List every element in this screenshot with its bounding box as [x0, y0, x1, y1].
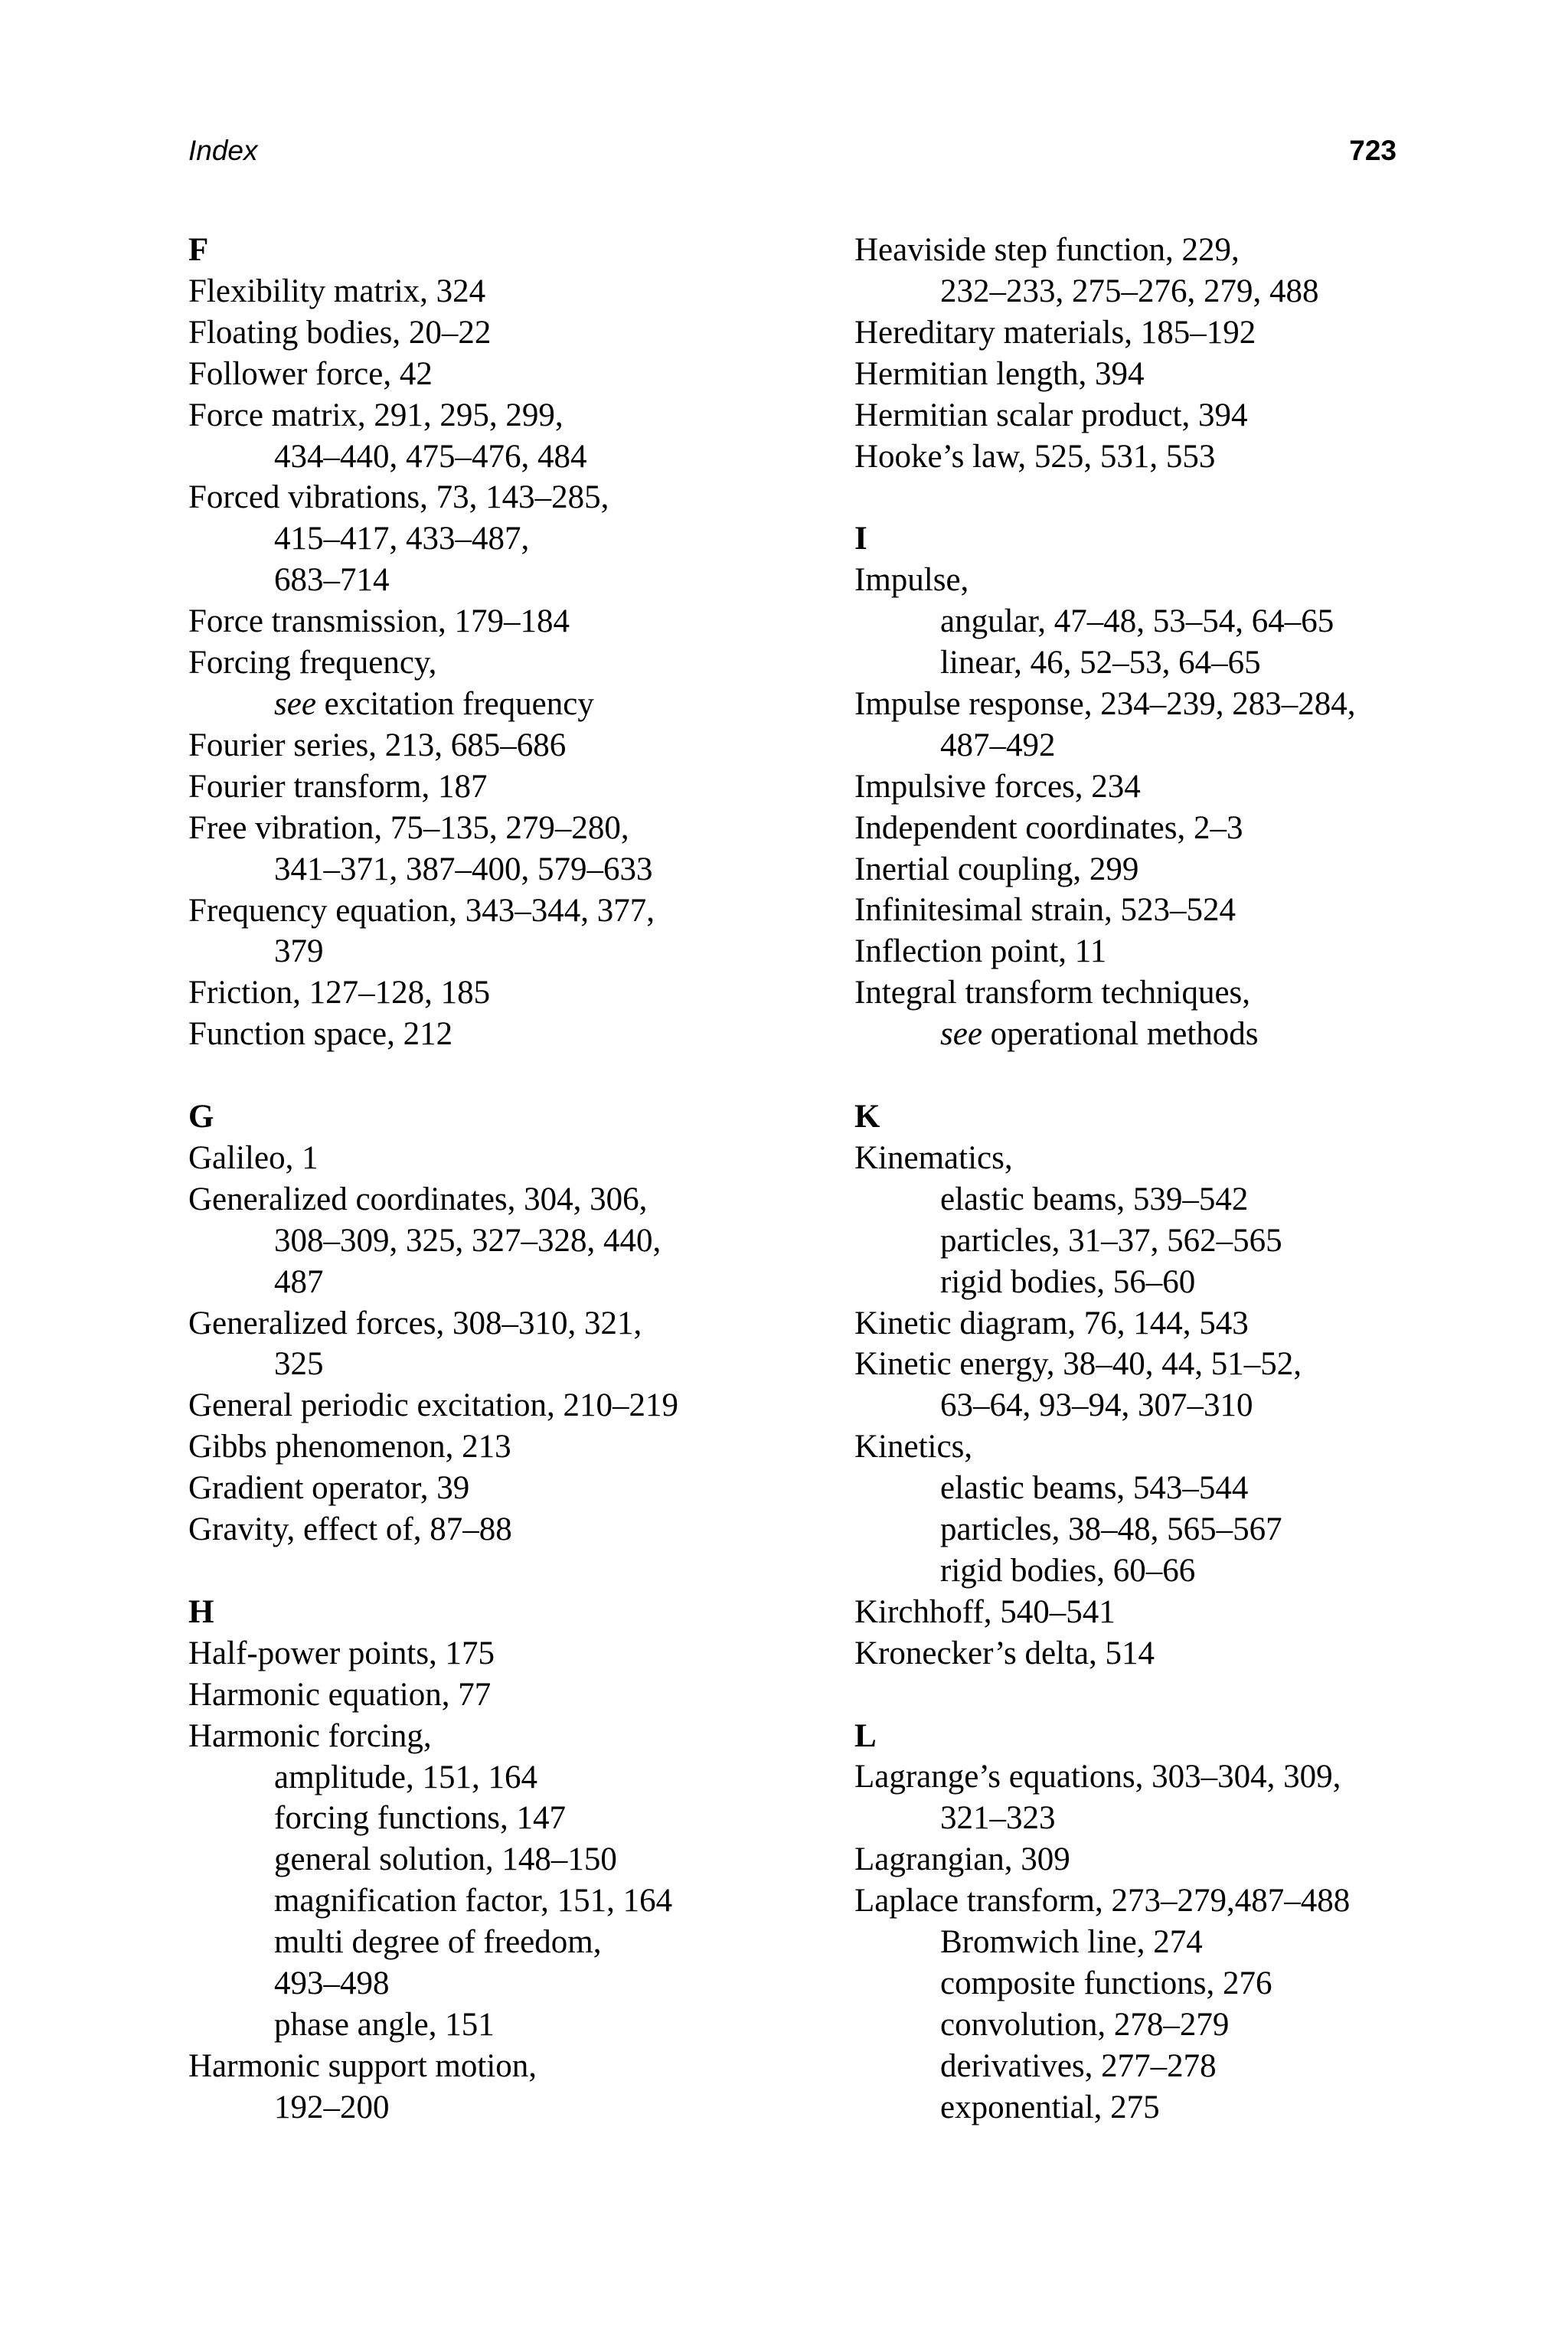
index-entry [854, 890, 1498, 931]
index-line [188, 808, 831, 849]
index-subentry [854, 2004, 1498, 2046]
index-entry [188, 1014, 831, 1055]
section-letter: F [188, 232, 209, 268]
index-line [854, 1014, 1498, 1055]
index-line [188, 518, 831, 560]
index-line [854, 1922, 1498, 1963]
running-head-title: Index [188, 135, 258, 166]
index-line [854, 972, 1498, 1014]
index-line-text: exponential, 275 [940, 2089, 1160, 2125]
index-line [854, 1220, 1498, 1262]
index-entry [188, 1633, 831, 1674]
index-subentry [188, 1922, 831, 2004]
index-entry [854, 766, 1498, 808]
index-entry [854, 312, 1498, 354]
index-line [854, 1798, 1498, 1839]
index-subentry [854, 2046, 1498, 2087]
index-subentry [188, 1839, 831, 1880]
index-line-text: 308–309, 325, 327–328, 440, [274, 1222, 662, 1259]
index-line-text: Inflection point, 11 [854, 933, 1107, 970]
index-entry [854, 1592, 1498, 1633]
section-gap [854, 477, 1498, 518]
index-subentry [854, 1014, 1498, 1055]
index-line [854, 1756, 1498, 1798]
index-line-text: elastic beams, 543–544 [940, 1470, 1249, 1507]
index-line-text: forcing functions, 147 [274, 1800, 566, 1837]
index-entry [854, 1344, 1498, 1426]
index-line [854, 1592, 1498, 1633]
index-line-text: Follower force, 42 [188, 355, 433, 392]
index-line [854, 2004, 1498, 2046]
index-line-text: Hermitian length, 394 [854, 355, 1145, 392]
index-subentry [854, 1220, 1498, 1262]
index-line [188, 1509, 831, 1550]
index-entry [188, 354, 831, 395]
index-line-text: Lagrangian, 309 [854, 1841, 1070, 1878]
index-line [854, 725, 1498, 766]
index-line [188, 477, 831, 518]
index-entry [188, 1716, 831, 1757]
index-line-text: linear, 46, 52–53, 64–65 [940, 645, 1261, 681]
index-line-text: Bromwich line, 274 [940, 1924, 1203, 1961]
section-letter: K [854, 1099, 880, 1135]
index-entry [854, 1839, 1498, 1880]
index-entry [188, 642, 831, 684]
index-entry [854, 1303, 1498, 1344]
index-entry [854, 931, 1498, 972]
see-reference: see [940, 1016, 982, 1053]
index-line-text: rigid bodies, 60–66 [940, 1552, 1196, 1589]
index-line-text: Integral transform techniques, [854, 975, 1251, 1011]
index-line-text: 487–492 [940, 727, 1056, 763]
index-entry [188, 725, 831, 766]
index-entry [188, 2046, 831, 2129]
index-line-text: 325 [274, 1346, 324, 1383]
section-letter: I [854, 521, 867, 557]
index-entry [188, 808, 831, 890]
index-entry [188, 312, 831, 354]
index-line [854, 1509, 1498, 1550]
index-line [854, 808, 1498, 849]
index-line [188, 1262, 831, 1303]
index-line [188, 931, 831, 972]
index-line-text: Fourier series, 213, 685–686 [188, 727, 567, 763]
index-line [188, 1385, 831, 1426]
index-line [854, 890, 1498, 931]
index-line [188, 1963, 831, 2004]
index-line-text: particles, 31–37, 562–565 [940, 1222, 1282, 1259]
index-subentry [188, 1757, 831, 1799]
index-entry [188, 1303, 831, 1386]
index-line-text: Generalized coordinates, 304, 306, [188, 1181, 648, 1217]
index-line [188, 1344, 831, 1385]
index-line [188, 395, 831, 436]
index-line [188, 1633, 831, 1674]
index-entry [188, 1509, 831, 1550]
index-line-text: Force matrix, 291, 295, 299, [188, 397, 564, 433]
index-line-text: Kinetic energy, 38–40, 44, 51–52, [854, 1346, 1302, 1383]
index-line-text: Friction, 127–128, 185 [188, 975, 491, 1011]
index-subentry [854, 1262, 1498, 1303]
index-section [854, 230, 1498, 477]
index-line-text: Flexibility matrix, 324 [188, 273, 486, 309]
index-entry [188, 766, 831, 808]
index-section [188, 1096, 831, 1550]
index-entry [188, 1179, 831, 1303]
index-line [854, 766, 1498, 808]
index-subentry [854, 601, 1498, 642]
running-head [188, 135, 1396, 173]
index-line-text: elastic beams, 539–542 [940, 1181, 1249, 1217]
index-line-text: Kinematics, [854, 1139, 1013, 1176]
index-entry [854, 808, 1498, 849]
index-line [188, 1138, 831, 1179]
index-line-text: Gradient operator, 39 [188, 1470, 470, 1507]
index-line-text: Impulse response, 234–239, 283–284, [854, 685, 1356, 722]
index-line [188, 1757, 831, 1799]
index-entry [188, 477, 831, 601]
index-line-text: derivatives, 277–278 [940, 2047, 1217, 2084]
index-line-text: particles, 38–48, 565–567 [940, 1511, 1282, 1548]
index-line-text: Kirchhoff, 540–541 [854, 1593, 1116, 1630]
index-line [188, 1839, 831, 1880]
index-entry [188, 395, 831, 478]
index-line-text: Kronecker’s delta, 514 [854, 1635, 1155, 1671]
index-entry [854, 1880, 1498, 1922]
index-line-text: Inertial coupling, 299 [854, 851, 1139, 887]
page-number: 723 [1349, 135, 1396, 166]
index-line [854, 931, 1498, 972]
index-line [854, 1468, 1498, 1509]
index-line [188, 271, 831, 312]
index-line-text: 434–440, 475–476, 484 [274, 438, 587, 475]
index-line-text: Kinetic diagram, 76, 144, 543 [854, 1305, 1249, 1341]
index-section [854, 1096, 1498, 1674]
index-line [188, 1468, 831, 1509]
index-entry [188, 1468, 831, 1509]
index-line [188, 2046, 831, 2087]
index-entry [188, 972, 831, 1014]
index-line-text: Hereditary materials, 185–192 [854, 314, 1256, 351]
index-line-text: Impulse, [854, 562, 969, 599]
index-entry [854, 1633, 1498, 1674]
index-line [854, 271, 1498, 312]
index-line [854, 1303, 1498, 1344]
index-line [188, 972, 831, 1014]
index-entry [854, 1756, 1498, 1839]
section-gap [854, 1055, 1498, 1096]
index-line-text: composite functions, 276 [940, 1965, 1272, 2002]
index-line-text: Heaviside step function, 229, [854, 232, 1240, 268]
index-entry [188, 1674, 831, 1716]
section-gap [188, 1055, 831, 1096]
index-line [188, 1798, 831, 1839]
section-letter: H [188, 1593, 214, 1630]
index-subentry [854, 1922, 1498, 1963]
index-subentry [854, 642, 1498, 684]
index-line [188, 312, 831, 354]
index-line-text: 321–323 [940, 1800, 1056, 1837]
index-line [854, 849, 1498, 890]
index-line-text: Generalized forces, 308–310, 321, [188, 1305, 642, 1341]
index-line [854, 1138, 1498, 1179]
index-line [854, 1344, 1498, 1385]
index-line-text: amplitude, 151, 164 [274, 1759, 537, 1795]
index-entry [854, 354, 1498, 395]
index-subentry [188, 1880, 831, 1922]
index-line [188, 1674, 831, 1716]
index-line [188, 354, 831, 395]
index-line-text: Floating bodies, 20–22 [188, 314, 492, 351]
index-entry [854, 395, 1498, 436]
index-line [188, 1303, 831, 1344]
index-entry [854, 436, 1498, 478]
index-line [188, 436, 831, 478]
index-line-text: Function space, 212 [188, 1016, 453, 1053]
section-gap [188, 1550, 831, 1592]
index-line [188, 684, 831, 725]
index-section [854, 518, 1498, 1055]
index-line-text: phase angle, 151 [274, 2006, 495, 2043]
index-line-text: Gibbs phenomenon, 213 [188, 1429, 511, 1465]
index-line [854, 642, 1498, 684]
index-line-text: Galileo, 1 [188, 1139, 318, 1176]
index-entry [854, 684, 1498, 766]
index-line [854, 560, 1498, 601]
index-line [854, 2046, 1498, 2087]
index-line-text: Forcing frequency, [188, 645, 437, 681]
index-line-text: 415–417, 433–487, [274, 521, 530, 557]
index-line [854, 436, 1498, 478]
index-line [188, 849, 831, 890]
index-line-text: 683–714 [274, 562, 390, 599]
index-line [188, 766, 831, 808]
index-subentry [188, 684, 831, 725]
index-line [854, 312, 1498, 354]
index-line [188, 1922, 831, 1963]
index-line-text: multi degree of freedom, [274, 1924, 602, 1961]
index-line-text: Fourier transform, 187 [188, 768, 488, 805]
index-entry [188, 601, 831, 642]
index-column-right [854, 230, 1498, 2129]
section-gap [854, 1674, 1498, 1716]
index-line [854, 601, 1498, 642]
index-line-text: 341–371, 387–400, 579–633 [274, 851, 653, 887]
index-section [188, 230, 831, 1055]
index-line-text: Force transmission, 179–184 [188, 603, 570, 640]
index-entry [188, 890, 831, 973]
index-line-text: 232–233, 275–276, 279, 488 [940, 273, 1319, 309]
index-line-text: 192–200 [274, 2089, 390, 2125]
index-line [854, 684, 1498, 725]
index-line [854, 1963, 1498, 2004]
index-line-text: Frequency equation, 343–344, 377, [188, 892, 655, 929]
index-subentry [854, 1963, 1498, 2004]
index-entry [188, 271, 831, 312]
index-section [188, 1592, 831, 2129]
index-line-text: Hooke’s law, 525, 531, 553 [854, 438, 1216, 475]
section-letter: G [188, 1099, 214, 1135]
index-line-text: general solution, 148–150 [274, 1841, 617, 1878]
index-line [854, 1839, 1498, 1880]
see-reference: see [274, 685, 316, 722]
index-line-text: Harmonic forcing, [188, 1717, 432, 1754]
index-line [854, 1880, 1498, 1922]
index-line-text: convolution, 278–279 [940, 2006, 1230, 2043]
index-line-text: Infinitesimal strain, 523–524 [854, 892, 1236, 929]
index-line [854, 230, 1498, 271]
index-line [854, 1633, 1498, 1674]
index-line [188, 1880, 831, 1922]
index-line [188, 642, 831, 684]
index-subentry [854, 1509, 1498, 1550]
index-line-text: 487 [274, 1263, 324, 1300]
index-line-text: 63–64, 93–94, 307–310 [940, 1387, 1253, 1424]
index-line-text: Impulsive forces, 234 [854, 768, 1141, 805]
index-line [188, 601, 831, 642]
index-subentry [854, 1550, 1498, 1592]
index-line [188, 1179, 831, 1220]
index-line [188, 560, 831, 601]
index-entry [854, 230, 1498, 312]
index-line-text: Harmonic support motion, [188, 2047, 537, 2084]
index-entry [854, 849, 1498, 890]
index-section [854, 1716, 1498, 2129]
index-line-text: Gravity, effect of, 87–88 [188, 1511, 512, 1548]
index-line [188, 2087, 831, 2129]
index-entry [854, 1426, 1498, 1468]
index-entry [854, 560, 1498, 601]
index-line-text: Lagrange’s equations, 303–304, 309, [854, 1759, 1341, 1795]
index-line [854, 1426, 1498, 1468]
index-line [188, 890, 831, 932]
index-line-text: angular, 47–48, 53–54, 64–65 [940, 603, 1334, 640]
index-line-text: rigid bodies, 56–60 [940, 1263, 1196, 1300]
index-subentry [854, 1468, 1498, 1509]
index-column-left [188, 230, 831, 2129]
index-line [854, 1385, 1498, 1426]
index-line [854, 1550, 1498, 1592]
index-line-text: magnification factor, 151, 164 [274, 1883, 673, 1919]
index-line [854, 2087, 1498, 2129]
index-line [188, 2004, 831, 2046]
index-entry [854, 1138, 1498, 1179]
index-line [188, 1220, 831, 1262]
index-entry [188, 1385, 831, 1426]
index-line-text: Harmonic equation, 77 [188, 1676, 492, 1713]
index-line-text: Independent coordinates, 2–3 [854, 809, 1243, 846]
index-line [854, 354, 1498, 395]
index-line-text: excitation frequency [324, 685, 594, 722]
index-subentry [188, 2004, 831, 2046]
index-line [854, 1179, 1498, 1220]
index-line-text: Kinetics, [854, 1429, 973, 1465]
index-line-text: 493–498 [274, 1965, 390, 2002]
index-entry [188, 1426, 831, 1468]
index-line-text: 379 [274, 933, 324, 970]
index-line-text: Free vibration, 75–135, 279–280, [188, 809, 629, 846]
index-line-text: Forced vibrations, 73, 143–285, [188, 479, 609, 516]
index-line [188, 725, 831, 766]
index-line [854, 395, 1498, 436]
index-line-text: Hermitian scalar product, 394 [854, 397, 1248, 433]
index-line [854, 1262, 1498, 1303]
index-line-text: Laplace transform, 273–279,487–488 [854, 1883, 1351, 1919]
index-entry [188, 1138, 831, 1179]
index-subentry [854, 2087, 1498, 2129]
section-letter: L [854, 1717, 877, 1754]
index-line [188, 1014, 831, 1055]
index-subentry [854, 1179, 1498, 1220]
index-line-text: General periodic excitation, 210–219 [188, 1387, 679, 1424]
index-line-text: operational methods [990, 1016, 1259, 1053]
index-line [188, 1716, 831, 1757]
index-line [188, 1426, 831, 1468]
index-entry [854, 972, 1498, 1014]
index-subentry [188, 1798, 831, 1839]
index-line-text: Half-power points, 175 [188, 1635, 495, 1671]
